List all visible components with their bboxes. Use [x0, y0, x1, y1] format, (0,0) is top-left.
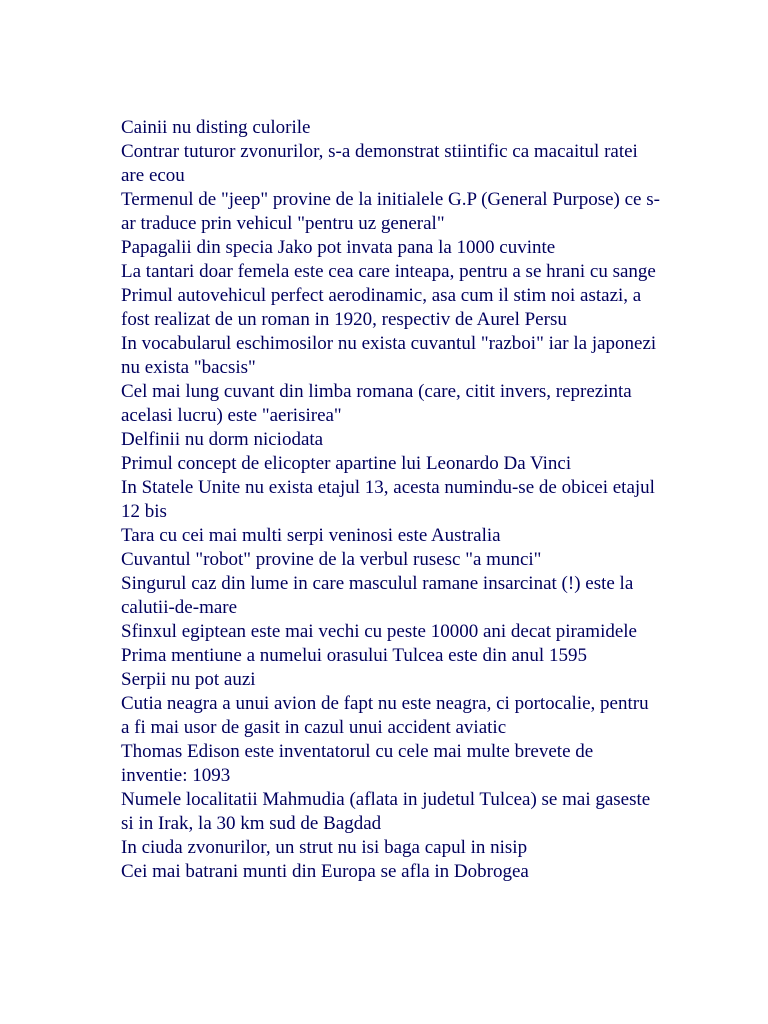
fact-line: Sfinxul egiptean este mai vechi cu peste 10000 ani decat piramidele — [121, 621, 637, 642]
fact-line: Cainii nu disting culorile — [121, 117, 311, 138]
fact-line: Cuvantul "robot" provine de la verbul rusesc "a munci" — [121, 549, 542, 570]
fact-line: Tara cu cei mai multi serpi veninosi este Australia — [121, 525, 501, 546]
fact-line: Termenul de "jeep" provine de la initialele G.P (General Purpose) ce s-ar traduce prin vehicul "pentru uz general" — [121, 189, 660, 234]
facts-list — [121, 116, 661, 884]
fact-line: Serpii nu pot auzi — [121, 669, 256, 690]
fact-line: Contrar tuturor zvonurilor, s-a demonstrat stiintific ca macaitul ratei are ecou — [121, 141, 638, 186]
fact-line: Numele localitatii Mahmudia (aflata in judetul Tulcea) se mai gaseste si in Irak, la 30 km sud de Bagdad — [121, 789, 651, 834]
fact-line: Delfinii nu dorm niciodata — [121, 429, 324, 450]
fact-line: In vocabularul eschimosilor nu exista cuvantul "razboi" iar la japonezi nu exista "bacsis" — [121, 333, 657, 378]
fact-line: Primul autovehicul perfect aerodinamic, asa cum il stim noi astazi, a fost realizat de un roman in 1920, respectiv de Aurel Persu — [121, 285, 642, 330]
fact-line: In Statele Unite nu exista etajul 13, acesta numindu-se de obicei etajul 12 bis — [121, 477, 655, 522]
fact-line: Prima mentiune a numelui orasului Tulcea este din anul 1595 — [121, 645, 587, 666]
fact-line: In ciuda zvonurilor, un strut nu isi baga capul in nisip — [121, 837, 528, 858]
fact-line: La tantari doar femela este cea care inteapa, pentru a se hrani cu sange — [121, 261, 656, 282]
fact-line: Thomas Edison este inventatorul cu cele mai multe brevete de inventie: 1093 — [121, 741, 594, 786]
fact-line: Papagalii din specia Jako pot invata pana la 1000 cuvinte — [121, 237, 556, 258]
fact-line: Cutia neagra a unui avion de fapt nu este neagra, ci portocalie, pentru a fi mai usor de gasit in cazul unui accident aviatic — [121, 693, 649, 738]
fact-line: Cel mai lung cuvant din limba romana (care, citit invers, reprezinta acelasi lucru) este "aerisirea" — [121, 381, 632, 426]
fact-line: Primul concept de elicopter apartine lui Leonardo Da Vinci — [121, 453, 572, 474]
fact-line: Cei mai batrani munti din Europa se afla in Dobrogea — [121, 861, 529, 882]
fact-line: Singurul caz din lume in care masculul ramane insarcinat (!) este la calutii-de-mare — [121, 573, 634, 618]
